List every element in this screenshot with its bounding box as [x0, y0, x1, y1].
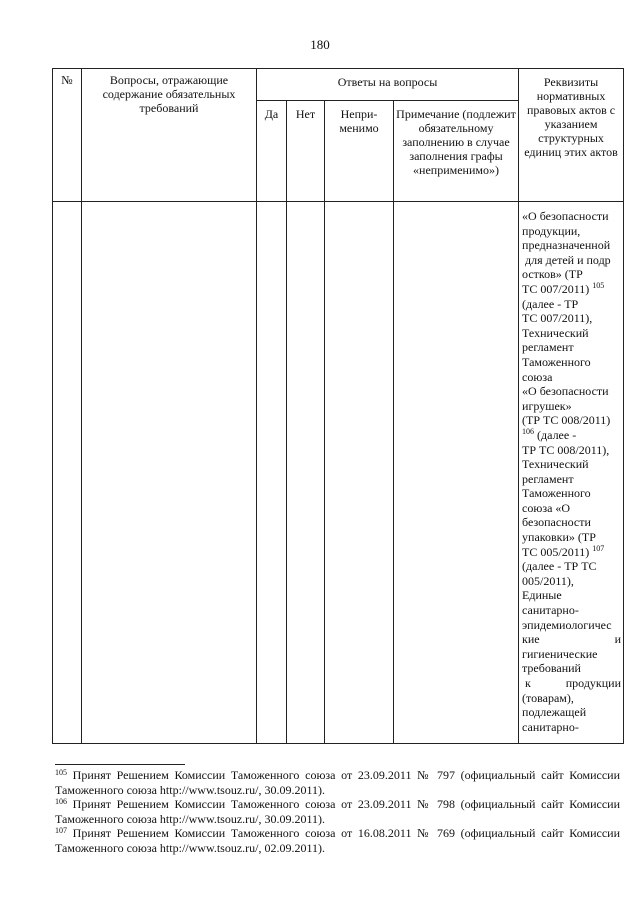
- footnote-divider: [55, 764, 185, 765]
- header-yes: Да: [257, 101, 287, 202]
- checklist-table: [52, 68, 624, 744]
- req-line: санитарно-: [522, 719, 579, 734]
- req-line-text: и: [614, 632, 622, 647]
- footnote-mark: 106: [55, 797, 67, 806]
- footnote-text: Принят Решением Комиссии Таможенного союза от 23.09.2011 № 798 (официальный сайт Комиссии Таможенного союза http://www.tsouz.ru/, 30.09.2011).: [55, 797, 620, 826]
- footnote-text: Принят Решением Комиссии Таможенного союза от 23.09.2011 № 797 (официальный сайт Комиссии Таможенного союза http://www.tsouz.ru/, 30.09.2011).: [55, 768, 620, 797]
- req-line: безопасности: [522, 515, 591, 530]
- req-line: (далее - ТР: [522, 296, 579, 311]
- footnote-ref: 107: [592, 543, 605, 553]
- req-line: [522, 545, 621, 560]
- req-line: предназначенной: [522, 238, 611, 253]
- footnote-mark: 105: [55, 768, 67, 777]
- req-line: эпидемиологичес: [522, 617, 612, 632]
- req-line: «О безопасности: [522, 384, 609, 399]
- req-line: (ТР ТС 008/2011): [522, 413, 611, 428]
- cell-not-applicable: [325, 202, 394, 744]
- req-line-text: ТС 005/2011): [522, 544, 590, 559]
- req-line: Технический: [522, 457, 589, 472]
- header-note: Примечание (подлежит обязательному заполнению в случае заполнения графы «неприменимо»): [394, 101, 519, 202]
- header-number: №: [53, 69, 82, 202]
- cell-no: [287, 202, 325, 744]
- req-line: подлежащей: [522, 705, 587, 720]
- req-line: «О безопасности: [522, 209, 609, 223]
- req-line: для детей и подр: [522, 252, 611, 267]
- req-line: требований: [522, 661, 581, 676]
- footnote-mark: 107: [55, 826, 67, 835]
- req-line: (далее - ТР ТС: [522, 559, 597, 574]
- header-no: Нет: [287, 101, 325, 202]
- header-requisites: Реквизиты нормативных правовых актов с указанием структурных единиц этих актов: [519, 69, 624, 202]
- req-line: ТР ТС 008/2011),: [522, 442, 610, 457]
- req-line: Единые: [522, 588, 562, 603]
- req-line: [522, 632, 621, 647]
- req-line-text: (далее -: [537, 427, 577, 442]
- req-line: ТС 007/2011),: [522, 311, 593, 326]
- req-line: [522, 282, 621, 297]
- req-line: [522, 428, 621, 443]
- req-line: Технический: [522, 325, 589, 340]
- req-line: остков» (ТР: [522, 267, 583, 282]
- req-line: продукции,: [522, 223, 581, 238]
- req-line-text: к: [525, 676, 531, 690]
- cell-requisites: [519, 202, 624, 744]
- footnote-106: [55, 797, 620, 826]
- footnote-107: [55, 826, 620, 855]
- req-line: регламент: [522, 340, 574, 355]
- req-line: санитарно-: [522, 603, 579, 618]
- header-not-applicable: [325, 101, 394, 202]
- req-line: гигиенические: [522, 646, 598, 661]
- req-line: союза «О: [522, 500, 571, 515]
- footnote-105: [55, 768, 620, 797]
- footnotes: [55, 768, 620, 855]
- req-line: [522, 676, 621, 691]
- cell-yes: [257, 202, 287, 744]
- req-line: игрушек»: [522, 398, 572, 413]
- header-questions: Вопросы, отражающие содержание обязательных требований: [82, 69, 257, 202]
- footnote-ref: 105: [592, 280, 605, 290]
- req-line: (товарам),: [522, 690, 574, 705]
- header-not-applicable-text: Непри- менимо: [339, 107, 379, 135]
- req-line: Таможенного: [522, 486, 591, 501]
- req-line-text: кие: [522, 632, 540, 647]
- req-line-text: продукции: [565, 676, 622, 690]
- req-line: упаковки» (ТР: [522, 530, 596, 545]
- req-line: союза: [522, 369, 553, 384]
- req-line: регламент: [522, 471, 574, 486]
- header-answers: Ответы на вопросы: [257, 69, 519, 101]
- cell-question: [82, 202, 257, 744]
- footnote-text: Принят Решением Комиссии Таможенного союза от 16.08.2011 № 769 (официальный сайт Комиссии Таможенного союза http://www.tsouz.ru/, 02.09.2011).: [55, 826, 620, 855]
- req-line: Таможенного: [522, 354, 591, 369]
- req-line-text: ТС 007/2011): [522, 281, 590, 296]
- footnote-ref: 106: [522, 426, 535, 436]
- req-line: 005/2011),: [522, 573, 574, 588]
- cell-number: [53, 202, 82, 744]
- page-number: 180: [310, 37, 330, 52]
- cell-note: [394, 202, 519, 744]
